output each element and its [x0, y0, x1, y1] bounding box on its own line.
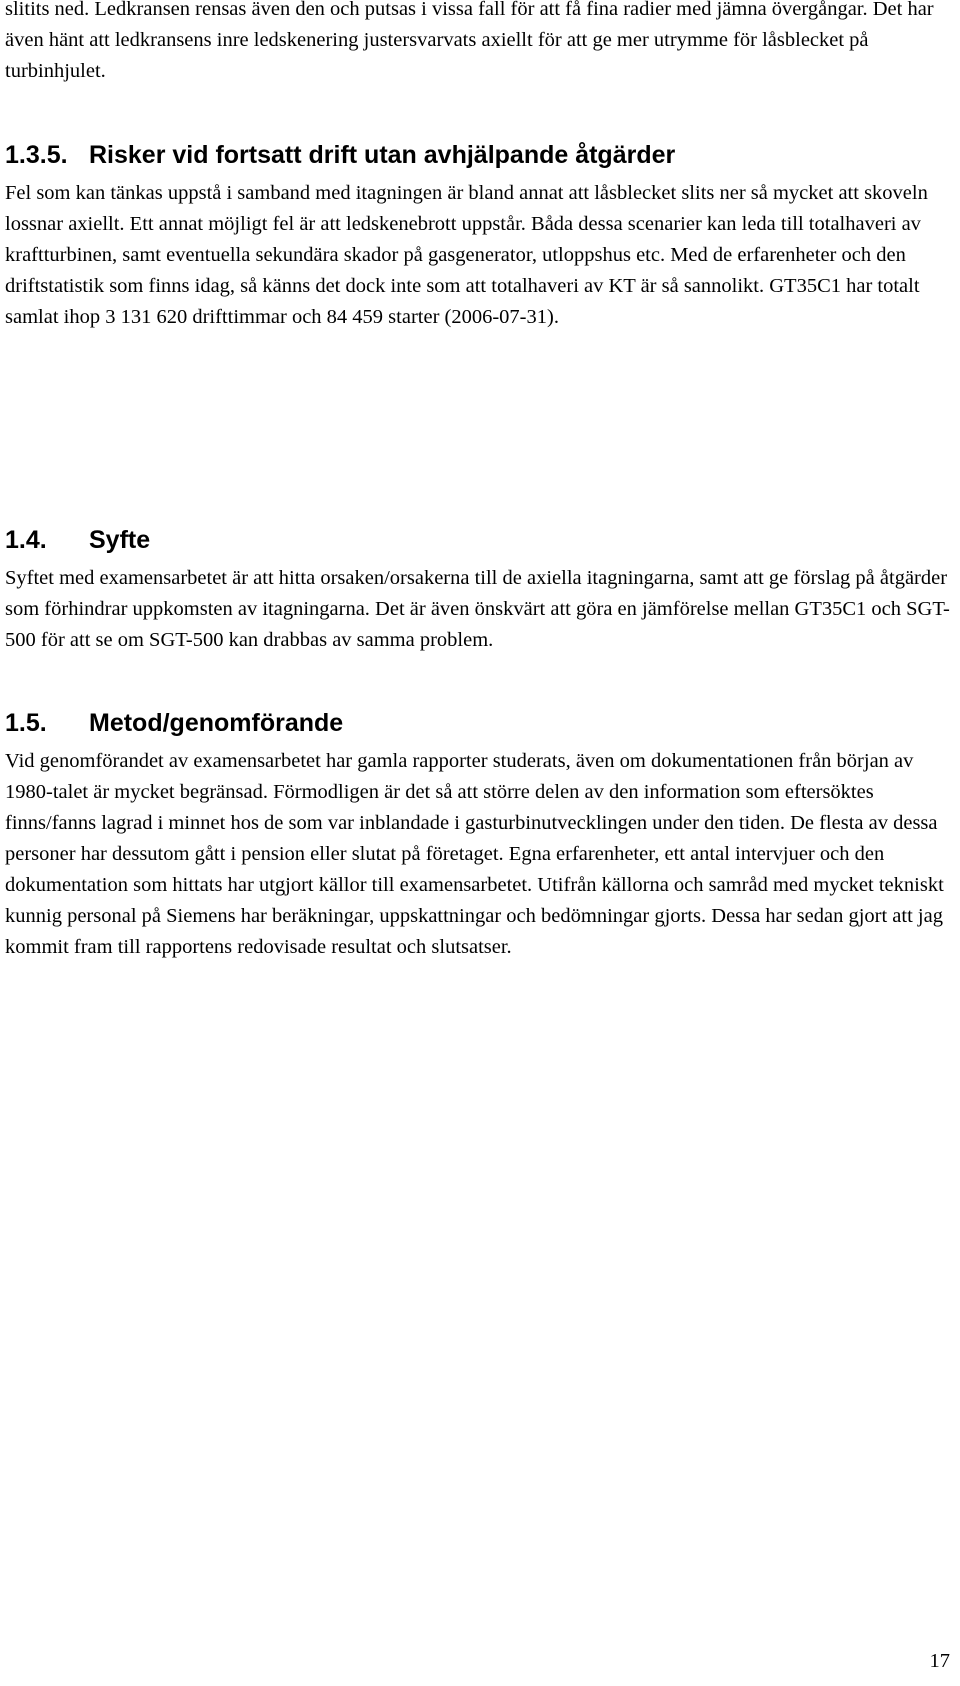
section-number: 1.4.: [5, 526, 47, 554]
section-risks: [5, 140, 950, 333]
section-body: Vid genomförandet av examensarbetet har gamla rapporter studerats, även om dokumentationen från början av 1980-talet är mycket begränsad. Förmodligen är det så att större delen av den information som eftersöktes finns/fanns lagrad i minnet hos de som var inblandade i gasturbinutvecklingen under den tiden. De flesta av dessa personer har dessutom gått i pension eller slutat på företaget. Egna erfarenheter, ett antal intervjuer och den dokumentation som hittats har utgjort källor till examensarbetet. Utifrån källorna och samråd med mycket tekniskt kunnig personal på Siemens har beräkningar, uppskattningar och bedömningar gjorts. Dessa har sedan gjort att jag kommit fram till rapportens redovisade resultat och slutsatser.: [5, 750, 944, 958]
intro-paragraph: slitits ned. Ledkransen rensas även den och putsas i vissa fall för att få fina radier med jämna övergångar. Det har även hänt att ledkransens inre ledskenering justersvarvats axiellt för att ge mer utrymme för låsblecket på turbinhjulet.: [5, 0, 934, 82]
section-title: Metod/genomförande: [89, 709, 344, 737]
page-number: 17: [929, 1650, 950, 1672]
section-number: 1.5.: [5, 709, 47, 737]
section-title: Syfte: [89, 526, 151, 554]
section-body: Syftet med examensarbetet är att hitta orsaken/orsakerna till de axiella itagningarna, samt att ge förslag på åtgärder som förhindrar uppkomsten av itagningarna. Det är även önskvärt att göra en jämförelse mellan GT35C1 och SGT-500 för att se om SGT-500 kan drabbas av samma problem.: [5, 567, 950, 651]
section-heading: [5, 525, 950, 555]
section-body: Fel som kan tänkas uppstå i samband med itagningen är bland annat att låsblecket slits ner så mycket att skoveln lossnar axiellt. Ett annat möjligt fel är att ledskenebrott uppstår. Båda dessa scenarier kan leda till totalhaveri av kraftturbinen, samt eventuella sekundära skador på gasgenerator, utloppshus etc. Med de erfarenheter och den driftstatistik som finns idag, så känns det dock inte som att totalhaveri av KT är så sannolikt. GT35C1 har totalt samlat ihop 3 131 620 drifttimmar och 84 459 starter (2006-07-31).: [5, 182, 928, 328]
section-title: Risker vid fortsatt drift utan avhjälpande åtgärder: [89, 141, 676, 169]
section-number: 1.3.5.: [5, 141, 68, 169]
section-method: [5, 708, 950, 963]
section-heading: [5, 708, 950, 738]
section-purpose: [5, 525, 950, 656]
section-heading: [5, 140, 950, 170]
